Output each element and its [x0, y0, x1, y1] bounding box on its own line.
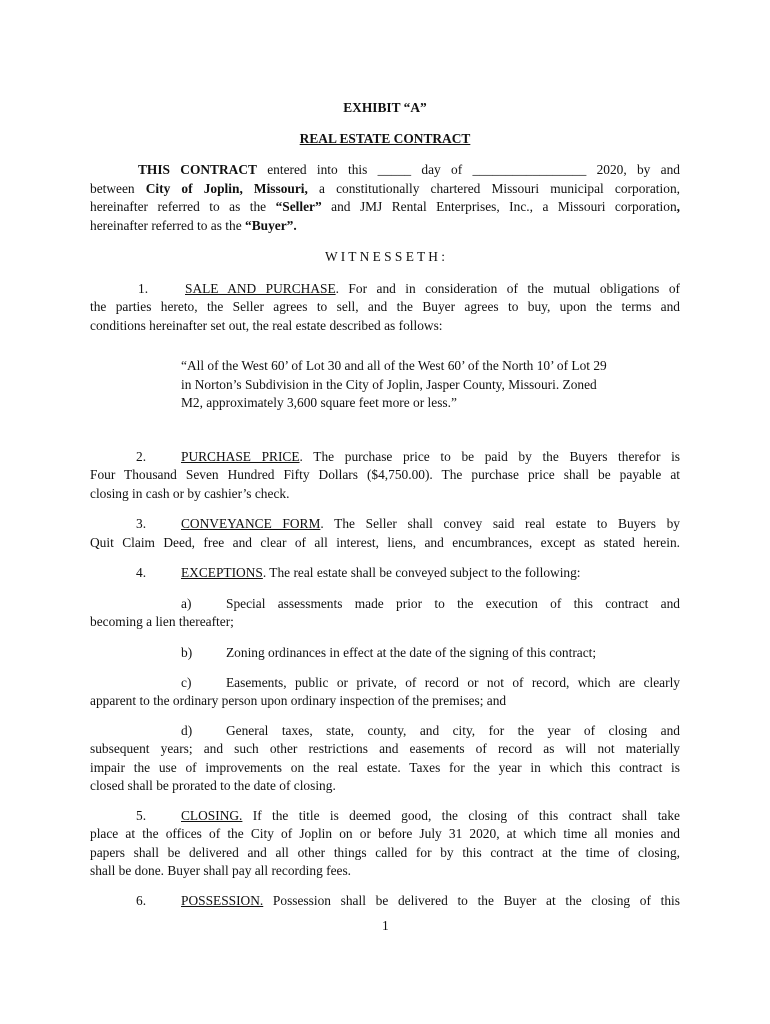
section-heading: PURCHASE PRICE: [181, 449, 300, 464]
item-label: d): [181, 723, 193, 738]
section-heading: EXCEPTIONS: [181, 565, 263, 580]
document-page: EXHIBIT “A” REAL ESTATE CONTRACT THIS CONTRACT entered into this _____ day of _________________ 2020, by and between City of Joplin, Missouri, a constitutionally chartered Missouri municipal corporation, hereinafter referred to as the “Seller” and JMJ Rental Enterprises, Inc., a Missouri corporation, hereinafter referred to as the “Buyer”. W I T N E S S E T H : 1. SALE AND PURCHASE. For and in consideration of the mutual obligations of the parties hereto, the Seller agrees to sell, and the Buyer agrees to buy, upon the terms and conditions hereinafter set out, the real estate described as follows: “All of the West 60’ of Lot 30 and all of the West 60’ of the North 10’ of Lot 29 in Norton’s Subdivision in the City of Joplin, Jasper County, Missouri. Zoned M2, approximately 3,600 square feet more or less.” 2. PURCHASE PRICE. The purchase price to be paid by the Buyers therefor is Four Thousand Seven Hundred Fifty Dollars ($4,750.00). The purchase price shall be payable at closing in cash or by cashier’s check. 3. CONVEYANCE FORM. The Seller shall convey said real estate to Buyers by Quit Claim Deed, free and clear of all interest, liens, and encumbrances, except as stated herein. 4. EXCEPTIONS. The real estate shall be conveyed subject to the following: a) Special assessments made prior to the execution of this contract and becoming a lien thereafter; b) Zoning ordinances in effect at the date of the signing of this contract; c) Easements, public or private, of record or not of record, which are clearly apparent to the ordinary person upon ordinary inspection of the premises; and d) General taxes, state, county, and city, for the year of closing and subsequent years; and such other restrictions and easements of record as will not materially impair the use of improvements on the real estate. Taxes for the year in which this contract is closed shall be prorated to the date of closing. 5. CLOSING. If the title is deemed good, the closing of this contract shall take place at the offices of the City of Joplin on or before July 31 2020, at which time all monies and papers shall be delivered and all other things called for by this contract at the time of closing, shall be done. Buyer shall pay all recording fees. 6. POSSESSION. Possession shall be delivered to the Buyer at the closing of this 1: [0, 0, 770, 1024]
item-label: b): [181, 645, 193, 660]
section-number: 3.: [136, 516, 147, 531]
witnesseth-heading: W I T N E S S E T H :: [324, 249, 446, 264]
section-number: 2.: [136, 449, 147, 464]
section-heading: SALE AND PURCHASE: [185, 281, 336, 296]
section-number: 4.: [136, 565, 147, 580]
section-heading: CONVEYANCE FORM: [181, 516, 321, 531]
exhibit-heading: EXHIBIT “A”: [343, 100, 427, 115]
section-heading: CLOSING.: [181, 808, 243, 823]
section-number: 5.: [136, 808, 147, 823]
page-number: 1: [382, 918, 389, 933]
item-label: a): [181, 596, 192, 611]
document-title: REAL ESTATE CONTRACT: [299, 131, 471, 146]
section-heading: POSSESSION.: [181, 893, 264, 908]
section-number: 6.: [136, 893, 147, 908]
legal-description: “All of the West 60’ of Lot 30 and all of the West 60’ of the North 10’ of Lot 29: [181, 358, 607, 373]
section-number: 1.: [138, 281, 149, 296]
item-label: c): [181, 675, 192, 690]
